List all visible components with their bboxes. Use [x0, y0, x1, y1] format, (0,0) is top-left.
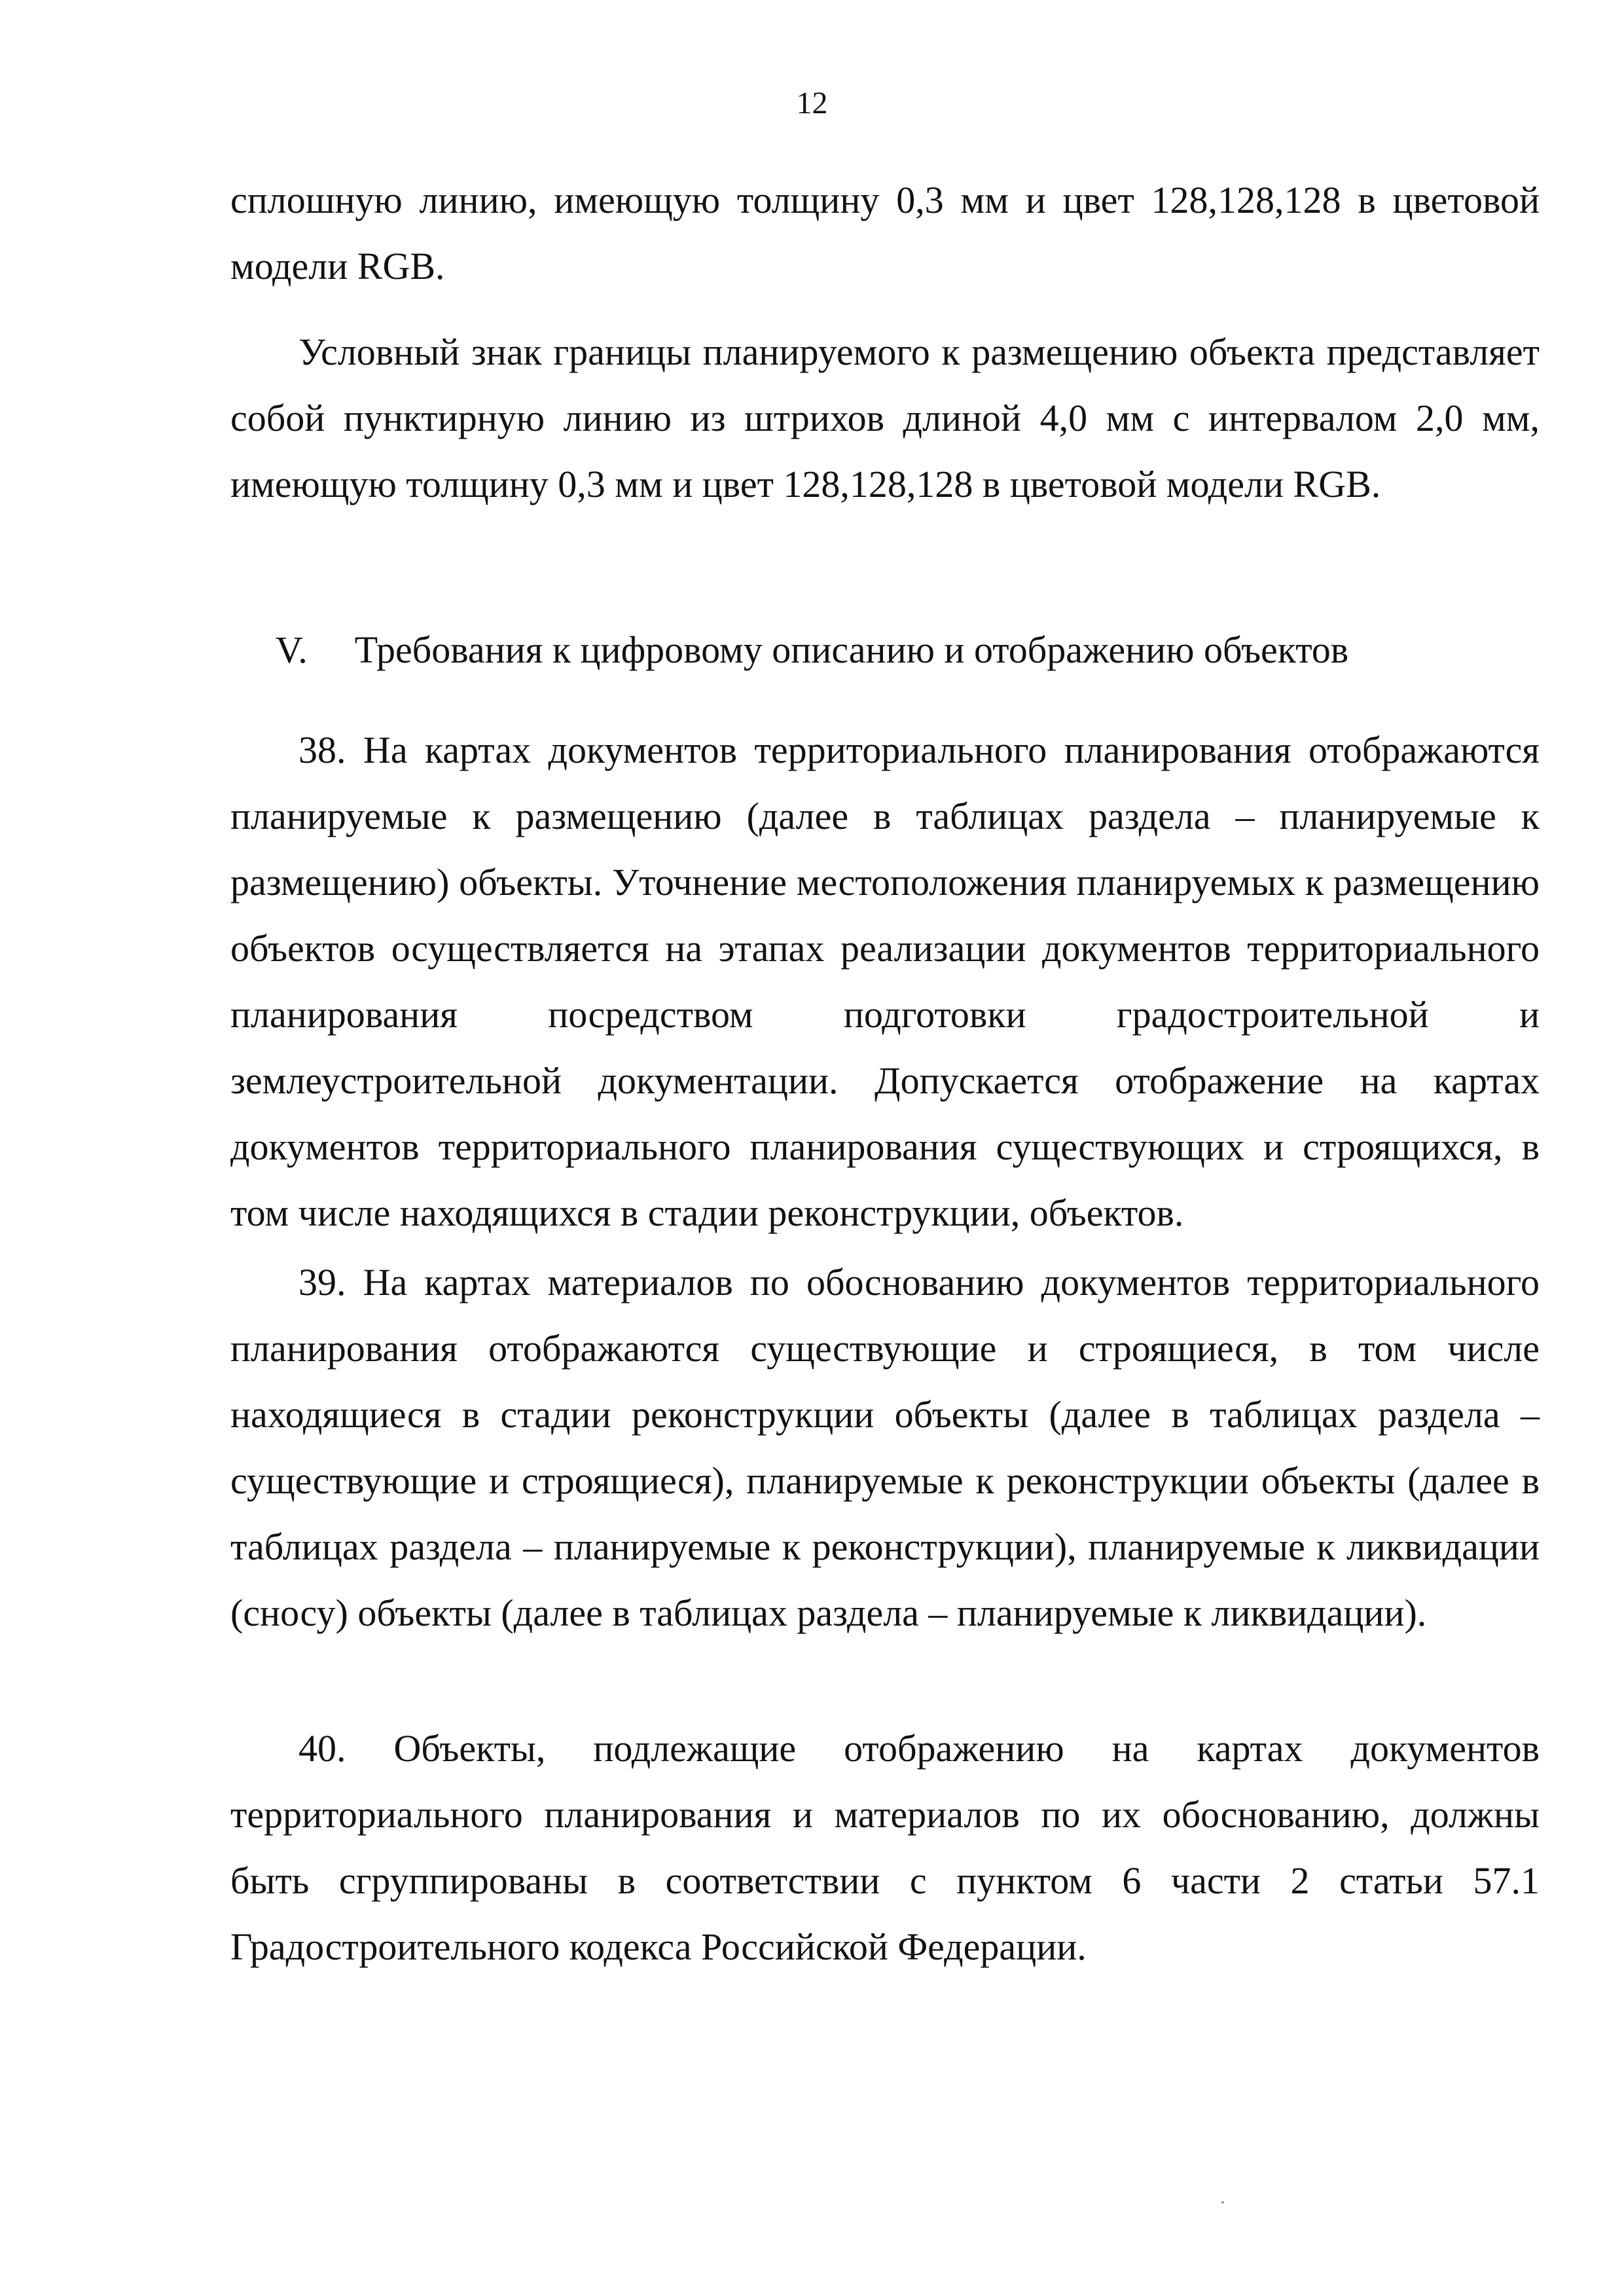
- section-title: Требования к цифровому описанию и отображению объектов: [354, 629, 1349, 671]
- page-number: 12: [796, 86, 828, 120]
- paragraph-item-40: 40. Объекты, подлежащие отображению на картах документов территориального планирования и материалов по их обоснованию, должны быть сгруппированы в соответствии с пунктом 6 части 2 статьи 57.1 Градостроительного кодекса Российской Федерации.: [230, 1727, 1540, 1968]
- paragraph-item-39: 39. На картах материалов по обоснованию документов территориального планирования отображаются существующие и строящиеся, в том числе находящиеся в стадии реконструкции объекты (далее в таблицах раздела – существующие и строящиеся), планируемые к реконструкции объекты (далее в таблицах раздела – планируемые к реконструкции), планируемые к ликвидации (сносу) объекты (далее в таблицах раздела – планируемые к ликвидации).: [230, 1261, 1540, 1634]
- paragraph-item-38: 38. На картах документов территориального планирования отображаются планируемые к размещению (далее в таблицах раздела – планируемые к размещению) объекты. Уточнение местоположения планируемых к размещению объектов осуществляется на этапах реализации документов территориального планирования посредством подготовки градостроительной и землеустроительной документации. Допускается отображение на картах документов территориального планирования существующих и строящихся, в том числе находящихся в стадии реконструкции, объектов.: [230, 729, 1540, 1234]
- section-numeral: V.: [275, 629, 308, 671]
- scan-speck: [1221, 2201, 1224, 2204]
- paragraph-continuation: сплошную линию, имеющую толщину 0,3 мм и цвет 128,128,128 в цветовой модели RGB.: [230, 179, 1540, 287]
- paragraph-boundary-symbol: Условный знак границы планируемого к размещению объекта представляет собой пунктирную линию из штрихов длиной 4,0 мм с интервалом 2,0 мм, имеющую толщину 0,3 мм и цвет 128,128,128 в цветовой модели RGB.: [230, 331, 1540, 505]
- section-heading: [0, 617, 1624, 683]
